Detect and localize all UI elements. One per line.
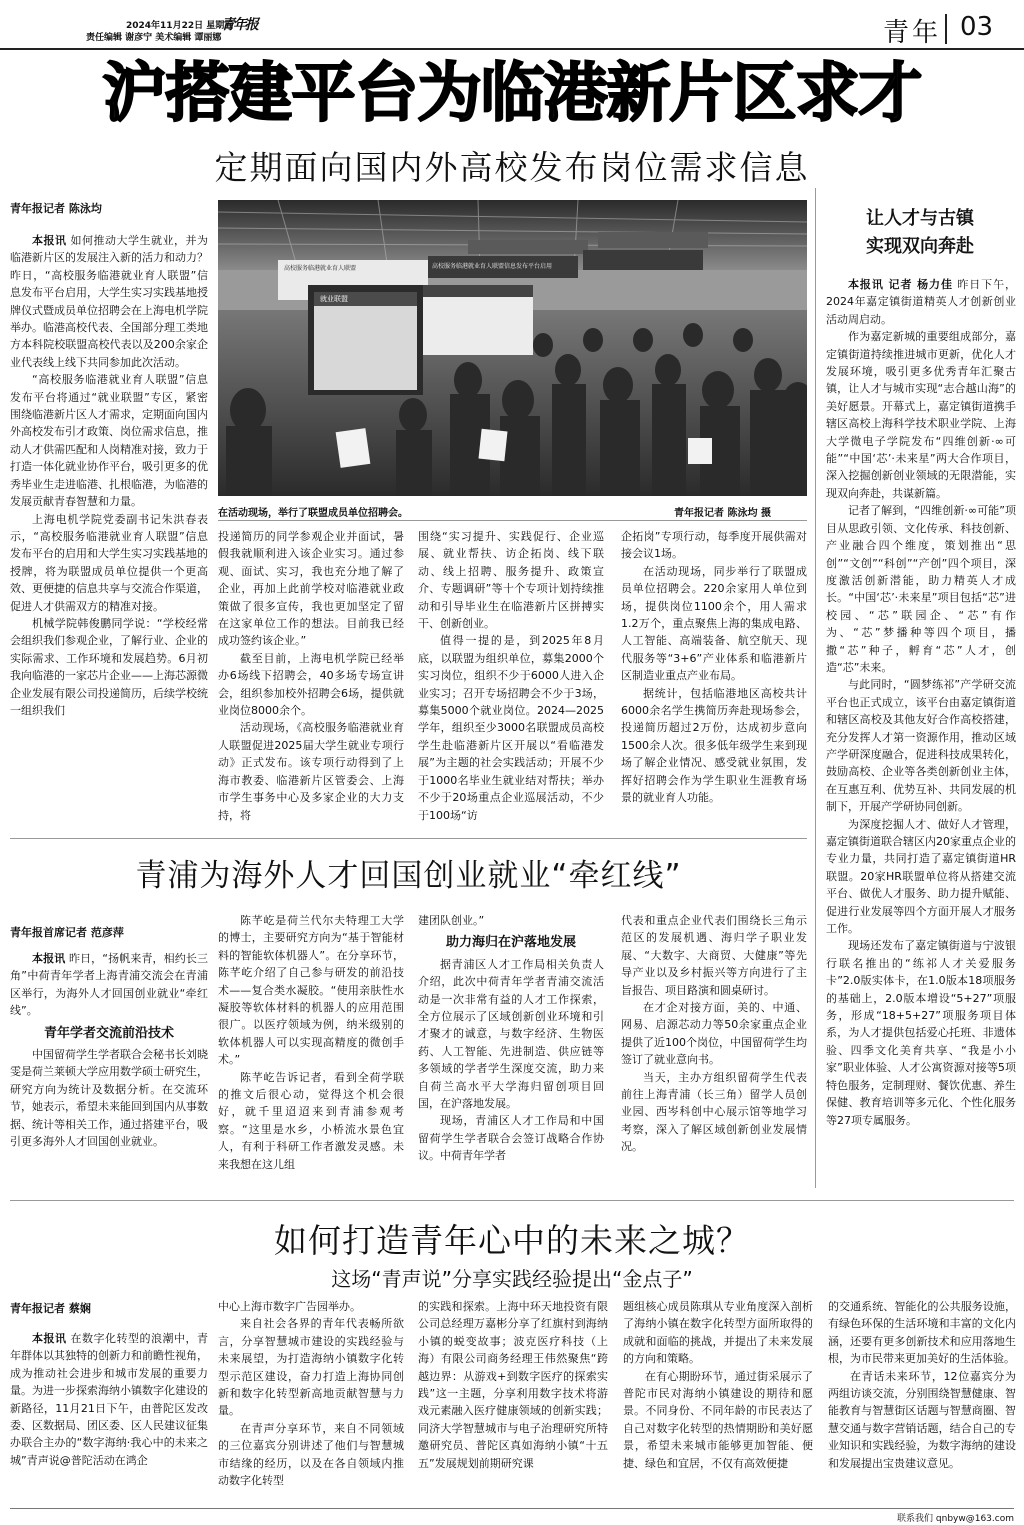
paragraph: 上海电机学院党委副书记朱洪春表示，“高校服务临港就业育人联盟”信息发布平台的启用和大学生实习实践基地的授牌，将为联盟成员单位提供一个更高效、更便捷的信息共享与交流合作渠道，促进人才供需双方的精准对接。	[10, 512, 208, 613]
paragraph	[826, 276, 1016, 328]
article3-column-1	[10, 1330, 208, 1510]
paragraph: 截至目前，上海电机学院已经举办6场线下招聘会，40多场专场宣讲会，组织参加校外招聘会6场，提供就业岗位8000余个。	[218, 651, 404, 718]
article3-byline: 青年报记者 蔡娴	[10, 1302, 91, 1315]
paragraph: 现场，青浦区人才工作局和中国留荷学生学者联合会签订战略合作协议。中荷青年学者	[418, 1114, 604, 1163]
article3-headline: 如何打造青年心中的未来之城？	[274, 1221, 750, 1260]
screen-title: 就业联盟	[320, 295, 348, 303]
issue-date: 2024年11月22日 星期五	[126, 21, 234, 31]
paragraph: 的实践和探索。上海中环天地投资有限公司总经理万嘉彬分享了红旗村到海纳小镇的蜕变故事；波克医疗科技（上海）有限公司商务经理王伟然聚焦“跨越边界：从游戏+到数字医疗的探索实践”这一主题，分享利用数字技术将游戏元素融入医疗健康领域的创新实践；同济大学智慧城市与电子治理研究所特邀研究员、普陀区真如海纳小镇“十五五”发展规划前期研究课	[418, 1300, 608, 1470]
paragraph-text: 在数字化转型的浪潮中，青年群体以其独特的创新力和前瞻性视角，成为推动社会进步和城市发展的重要力量。为进一步探索海纳小镇数字化建设的新路径，11月21日下午，由普陀区发改委、区数据局、团区委、区人民建议征集办联合主办的“数字海纳·我心中的未来之城”青声说@普陀活动在鸿企	[10, 1332, 208, 1467]
photo-caption: 在活动现场，举行了联盟成员单位招聘会。	[218, 508, 408, 519]
paragraph: 据青浦区人才工作局相关负责人介绍，此次中荷青年学者青浦交流活动是一次非常有益的人才工作探索，全方位展示了区域创新创业环境和引才聚才的诚意，与数字经济、生物医药、人工智能、先进制造、供应链等多领域的学者学生深度交流，助力来自荷兰高水平大学海归留创项目回国，在沪落地发展。	[418, 957, 604, 1111]
paragraph	[10, 1330, 208, 1469]
paragraph: 值得一提的是，到2025年8月底，以联盟为组织单位，募集2000个实习岗位，组织不少于6000人进入企业实习；召开专场招聘会不少于3场，募集5000个就业岗位。2024—2025学年，组织至少3000名联盟成员高校学生赴临港新片区开展以“看临港发展”为主题的社会实践活动；开展不少于1000名毕业生就业结对帮扶；举办不少于20场重点企业巡展活动，不少于100场“访	[418, 634, 604, 822]
footer-rule	[10, 1508, 1014, 1509]
lead-tag: 本报讯	[32, 1332, 67, 1345]
article2-column-3	[418, 912, 604, 1192]
event-photo	[218, 200, 807, 496]
article1-column-2	[218, 528, 404, 830]
paragraph: 建团队创业。”	[418, 914, 485, 927]
section-divider	[945, 14, 947, 44]
article1-column-3	[418, 528, 604, 830]
paragraph: 企拓岗”专项行动，每季度开展供需对接会议1场。	[621, 530, 807, 561]
header-rule	[0, 48, 1024, 50]
lead-tag: 本报讯	[32, 234, 67, 247]
paragraph: 在青话未来环节，12位嘉宾分为两组访谈交流，分别围绕智慧健康、智能教育与智慧街区话题与智慧商圈、智慧交通与数字营销话题，结合自己的专业知识和实践经验，为数字海纳的建设和发展提出宝贵建议意见。	[828, 1369, 1016, 1470]
paragraph: 中国留荷学生学者联合会秘书长刘晓雯是荷兰莱顿大学应用数学硕士研究生，研究方向为统计及数据分析。在交流环节，她表示，希望未来能回到国内从事数据、统计等相关工作，通过搭建平台，吸引更多海外人才回国创业就业。	[10, 1048, 208, 1149]
paragraph: 在青声分享环节，来自不同领域的三位嘉宾分别讲述了他们与智慧城市结缘的经历，以及在各自领域内推动数字化转型	[218, 1421, 404, 1488]
masthead	[0, 0, 1024, 50]
article3-column-3	[418, 1298, 608, 1510]
lead-tag: 本报讯	[32, 952, 66, 965]
paragraph: 的交通系统、智能化的公共服务设施，有绿色环保的生活环境和丰富的文化内涵，还要有更多创新技术和应用落地生根，为市民带来更加美好的生活体验。	[828, 1300, 1016, 1366]
paragraph: 来自社会各界的青年代表畅所欲言，分享智慧城市建设的实践经验与未来展望，为打造海纳小镇数字化转型示范区建设，奋力打造上海协同创新和数字化转型新高地贡献智慧与力量。	[218, 1317, 404, 1418]
article2-byline: 青年报首席记者 范彦萍	[10, 926, 124, 939]
paragraph: “高校服务临港就业育人联盟”信息发布平台将通过“就业联盟”专区，紧密围绕临港新片区人才需求，定期面向国内外高校发布引才政策、岗位需求信息，推动人才供需匹配和人岗精准对接，致力于打造一体化就业协作平台，吸引更多的优秀毕业生走进临港、扎根临港，为临港的发展贡献青春智慧和力量。	[10, 373, 208, 509]
paragraph: 作为嘉定新城的重要组成部分，嘉定镇街道持续推进城市更新，优化人才发展环境，吸引更多优秀青年汇聚古镇，让人才与城市实现“志合越山海”的美好愿景。开幕式上，嘉定镇街道携手辖区高校上海科学技术职业学院、上海大学微电子学院发布“四维创新·∞可能”“中国‘芯’·未来星”两大合作项目，深入挖掘创新创业领域的无限潜能，实现双向奔赴，共谋新篇。	[826, 330, 1016, 500]
paragraph: 机械学院韩俊鹏同学说：“学校经常会组织我们参观企业，了解行业、企业的实际需求、工作环境和发展趋势。6月初我向临港的一家芯片企业——上海芯源微企业发展有限公司投递简历，后续学校统一组织我们	[10, 616, 208, 717]
subheading: 青年学者交流前沿技术	[43, 1025, 174, 1041]
paragraph: 现场还发布了嘉定镇街道与宁波银行联名推出的“练祁人才关爱服务卡”2.0版实体卡，在1.0版本18项服务的基础上，2.0版本增设“5+27”项服务，形成“18+5+27”项服务项目体系，为人才提供包括爱心托班、非遗体验、四季文化美育共享、“我是小小家”职业体验、人才公寓资源对接等5项特色服务，定制理财、餐饮优惠、养生保健、教育培训等多元化、个性化服务等27项专属服务。	[826, 939, 1016, 1127]
article3-column-5	[828, 1298, 1016, 1504]
sidebar-headline-line1: 让人才与古镇	[866, 208, 974, 229]
article2-headline: 青浦为海外人才回国创业就业“牵红线”	[135, 858, 682, 894]
paragraph-text: 如何推动大学生就业，并为临港新片区的发展注入新的活力和动力？昨日，“高校服务临港就业育人联盟”信息发布平台启用，大学生实习实践基地授牌仪式暨成员单位招聘会在上海电机学院举办。临港高校代表、全国部分理工类地方本科院校联盟高校代表以及200余家企业代表线上线下共同参加此次活动。	[10, 234, 208, 369]
paragraph: 在有心期盼环节，通过街采展示了普陀市民对海纳小镇建设的期待和愿景。不同身份、不同年龄的市民表达了自己对数字化转型的热情期盼和美好愿景，希望未来城市能够更加智能、便捷、绿色和宜居，不仅有高效便捷	[623, 1369, 813, 1470]
paragraph: 中心上海市数字广告园举办。	[218, 1300, 361, 1313]
sidebar-divider	[815, 188, 816, 1188]
paragraph-text: 昨日，“扬帆来青，相约长三角”中荷青年学者上海青浦交流会在青浦区举行，为海外人才回国创业就业“牵红线”。	[10, 952, 208, 1018]
paragraph	[10, 950, 208, 1020]
article3-subhead: 这场“青声说”分享实践经验提出“金点子”	[331, 1267, 693, 1291]
paragraph: 围绕“实习提升、实践促行、企业巡展、就业帮扶、访企拓岗、线下联动、线上招聘、服务提升、政策宣介、专题调研”等十个专项计划持续推动和引导毕业生在临港新片区拼搏实干、创新创业。	[418, 530, 604, 631]
paragraph: 当天，主办方组织留荷学生代表前往上海青浦（长三角）留学人员创业园、西岑科创中心展示馆等地学习考察，深入了解区域创新创业发展情况。	[621, 1070, 807, 1154]
newspaper-logo: 青年报	[221, 17, 257, 33]
paragraph: 据统计，包括临港地区高校共计6000余名学生携简历奔赴现场参会，投递简历超过2万份，达成初步意向1500余人次。很多低年级学生来到现场了解企业情况、感受就业氛围，发挥好招聘会作为学生职业生涯教育场景的就业育人功能。	[621, 686, 807, 805]
article3-column-2	[218, 1298, 404, 1510]
paragraph: 在才企对接方面，美的、中通、网易、启源芯动力等50余家重点企业提供了近100个岗位，中国留荷学生均签订了就业意向书。	[621, 1001, 807, 1067]
section-name: 青年	[883, 18, 942, 48]
paragraph: 代表和重点企业代表们围绕长三角示范区的发展机遇、海归学子职业发展、“大数字、大商贸、大健康”等先导产业以及乡村振兴等方向进行了主旨报告、项目路演和圆桌研讨。	[621, 914, 807, 997]
issue-editors: 责任编辑 谢彦宁 美术编辑 谭丽娜	[86, 33, 222, 43]
paragraph: 陈芊屹是荷兰代尔夫特理工大学的博士，主要研究方向为“基于智能材料的智能软体机器人”。在分享环节，陈芊屹介绍了自己参与研发的前沿技术——复合类水凝胶。“使用亲肤性水凝胶等软体材料的机器人的应用范围很广。以医疗领域为例，纳米级别的软体机器人可以实现高精度的微创手术。”	[218, 914, 404, 1067]
paragraph	[10, 232, 208, 371]
article1-headline: 沪搭建平台为临港新片区求才	[102, 57, 922, 131]
lead-tag: 本报讯 记者 杨力佳	[848, 278, 953, 291]
article3-column-4	[623, 1298, 813, 1510]
footer-contact: 联系我们 qnbyw@163.com	[897, 1514, 1014, 1524]
article1-column-1	[10, 232, 208, 830]
paragraph: 投递简历的同学参观企业并面试，暑假我就顺利进入该企业实习。通过参观、面试、实习，我也充分地了解了企业，再加上此前学校对临港就业政策做了很多宣传，我也更加坚定了留在这家单位工作的想法。目前我已经成功签约该企业。”	[218, 530, 404, 648]
paragraph: 活动现场，《高校服务临港就业育人联盟促进2025届大学生就业专项行动》正式发布。该专项行动得到了上海市教委、临港新片区管委会、上海市学生事务中心及多家企业的大力支持，将	[218, 721, 404, 822]
article1-subhead: 定期面向国内外高校发布岗位需求信息	[214, 148, 810, 187]
article2-column-1	[10, 950, 208, 1192]
paragraph: 在活动现场，同步举行了联盟成员单位招聘会。220余家用人单位到场，提供岗位1100余个，用人需求1.2万个，重点聚焦上海的集成电路、人工智能、高端装备、航空航天、现代服务等“3+6”产业体系和临港新片区制造业重点产业布局。	[621, 564, 807, 683]
paragraph: 为深度挖掘人才、做好人才管理，嘉定镇街道联合辖区内20家重点企业的专业力量，共同打造了嘉定镇街道HR联盟。20家HR联盟单位将从搭建交流平台、做优人才服务、助力提升赋能、促进行业发展等四个方面开展人才服务工作。	[826, 817, 1016, 936]
photo-credit: 青年报记者 陈泳均 摄	[674, 508, 771, 519]
article2-column-4	[621, 912, 807, 1192]
paragraph: 记者了解到，“四维创新·∞可能”项目从思政引领、文化传承、科技创新、产业融合四个维度，策划推出“思创”“文创”“科创”“产创”四个项目，深度激活创新潜能，助力精英人才成长。“中国‘芯’·未来星”项目包括“芯”进校园、“芯”联园企、“芯”有作为、“芯”梦播种等四个项目，播撒“芯”种子，孵育“芯”人才，创造“芯”未来。	[826, 504, 1016, 674]
article1-column-4	[621, 528, 807, 830]
banner-slogan-2: 高校服务临港就业育人联盟信息发布平台启用	[432, 263, 553, 270]
paragraph: 陈芊屹告诉记者，看到全荷学联的推文后很心动，觉得这个机会很好，就千里迢迢来到青浦参观考察。“这里是水乡，小桥流水景色宜人，有利于科研工作者激发灵感。未来我想在这儿组	[218, 1070, 404, 1171]
paragraph: 题组核心成员陈琪从专业角度深入剖析了海纳小镇在数字化转型方面所取得的成就和面临的挑战，并提出了未来发展的方向和策略。	[623, 1300, 813, 1366]
paragraph: 与此同时，“圆梦练祁”产学研交流平台也正式成立，该平台由嘉定镇街道和辖区高校及其他友好合作高校搭建，充分发挥人才第一资源作用，推动区域产学研深度融合，促进科技成果转化，鼓励高校、企业等各类创新创业主体，在互惠互利、优势互补、共同发展的机制下，开展产学研协同创新。	[826, 678, 1016, 814]
crowd-photo-image	[218, 200, 807, 496]
page-number: 03	[960, 12, 994, 42]
article1-byline: 青年报记者 陈泳均	[10, 202, 102, 215]
article3-top-rule	[10, 1200, 1014, 1201]
subheading: 助力海归在沪落地发展	[445, 935, 576, 951]
sidebar-column	[826, 276, 1016, 1188]
sidebar-headline-line2: 实现双向奔赴	[866, 236, 974, 257]
caption-rule	[218, 520, 807, 521]
article2-top-rule	[10, 838, 807, 839]
article2-column-2	[218, 912, 404, 1192]
paragraph-text: 昨日下午，2024年嘉定镇街道精英人才创新创业活动周启动。	[826, 278, 1016, 326]
banner-slogan-1: 高校服务临港就业育人联盟	[284, 265, 357, 272]
